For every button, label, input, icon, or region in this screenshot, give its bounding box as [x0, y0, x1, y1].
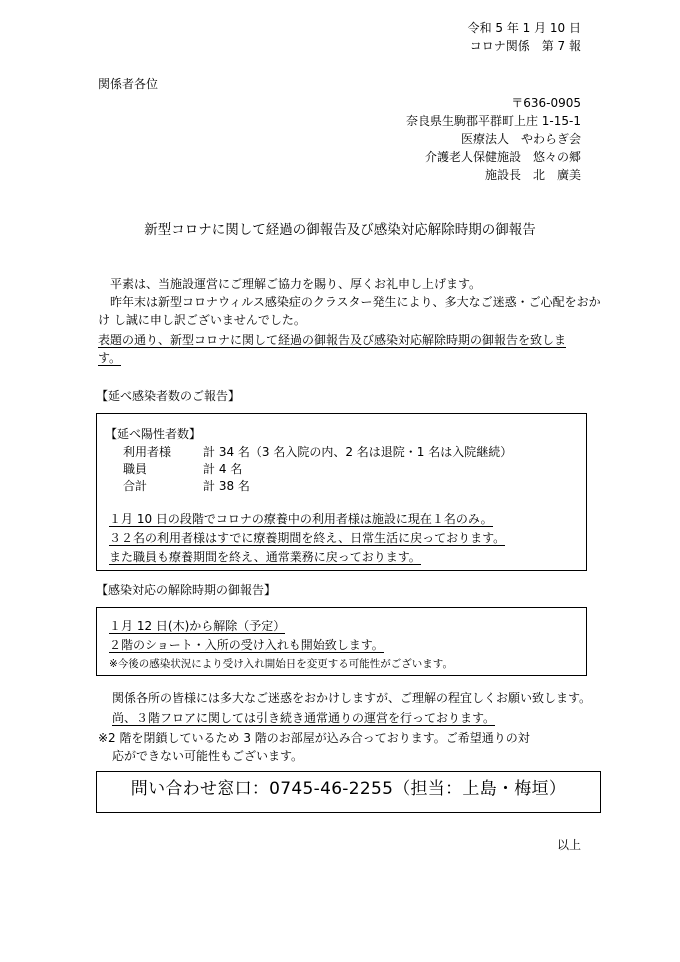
- section-heading-infections: 【延べ感染者数のご報告】: [96, 389, 241, 403]
- row-label: 合計: [123, 479, 148, 493]
- row-label: 利用者様: [123, 445, 172, 459]
- infection-box-heading: 【延べ陽性者数】: [105, 427, 202, 441]
- release-line-1: １月 12 日(木)から解除（予定）: [109, 619, 286, 633]
- table-row: [123, 444, 512, 461]
- infection-count-box: [96, 413, 587, 571]
- intro-line-3: け し誠に申し訳ございませんでした。: [98, 313, 306, 327]
- row-value: 計 34 名（3 名入院の内、2 名は退院・1 名は入院継続）: [203, 445, 513, 459]
- sender-postal: 〒636-0905: [511, 96, 581, 110]
- intro-line-4: 表題の通り、新型コロナに関して経過の御報告及び感染対応解除時期の御報告を致しま: [98, 333, 567, 347]
- row-value: 計 38 名: [203, 479, 250, 493]
- document-end: 以上: [556, 838, 581, 852]
- release-note: ※今後の感染状況により受け入れ開始日を変更する可能性がございます。: [109, 658, 453, 670]
- section-heading-release: 【感染対応の解除時期の御報告】: [96, 583, 277, 597]
- sender-director: 施設長 北 廣美: [484, 168, 581, 182]
- contact-info: 問い合わせ窓口：0745-46-2255（担当：上島・梅垣）: [130, 779, 567, 799]
- intro-line-1: 平素は、当施設運営にご理解ご協力を賜り、厚くお礼申し上げます。: [110, 277, 482, 291]
- table-row: [123, 461, 512, 478]
- page-title: 新型コロナに関して経過の御報告及び感染対応解除時期の御報告: [144, 222, 536, 238]
- closing-line-3: ※2 階を閉鎖しているため 3 階のお部屋が込み合っております。ご希望通りの対: [98, 731, 530, 745]
- status-line-1: １月 10 日の段階でコロナの療養中の利用者様は施設に現在１名のみ。: [109, 512, 493, 526]
- release-box: [96, 607, 587, 676]
- status-line-3: また職員も療養期間を終え、通常業務に戻っております。: [109, 550, 421, 564]
- row-label: 職員: [123, 462, 148, 476]
- intro-line-2: 昨年末は新型コロナウィルス感染症のクラスター発生により、多大なご迷惑・ご心配をおか: [110, 295, 601, 309]
- contact-box: [96, 771, 601, 813]
- addressee: 関係者各位: [98, 77, 159, 91]
- release-line-2: ２階のショート・入所の受け入れも開始致します。: [109, 638, 384, 652]
- document-number: コロナ関係 第 7 報: [469, 39, 581, 53]
- row-value: 計 4 名: [203, 462, 243, 476]
- status-line-2: ３２名の利用者様はすでに療養期間を終え、日常生活に戻っております。: [109, 531, 506, 545]
- infection-count-table: [123, 444, 512, 495]
- closing-line-4: 応ができない可能性もございます。: [112, 749, 304, 763]
- closing-line-2: 尚、３階フロアに関しては引き続き通常通りの運営を行っております。: [112, 711, 496, 725]
- document-date: 令和 5 年 1 月 10 日: [467, 21, 581, 35]
- intro-line-5: す。: [98, 351, 122, 365]
- closing-line-1: 関係各所の皆様には多大なご迷惑をおかけしますが、ご理解の程宜しくお願い致します。: [112, 691, 592, 705]
- table-row: [123, 478, 512, 495]
- sender-facility: 介護老人保健施設 悠々の郷: [424, 150, 581, 164]
- sender-corporation: 医療法人 やわらぎ会: [460, 132, 581, 146]
- sender-address: 奈良県生駒郡平群町上庄 1-15-1: [405, 114, 581, 128]
